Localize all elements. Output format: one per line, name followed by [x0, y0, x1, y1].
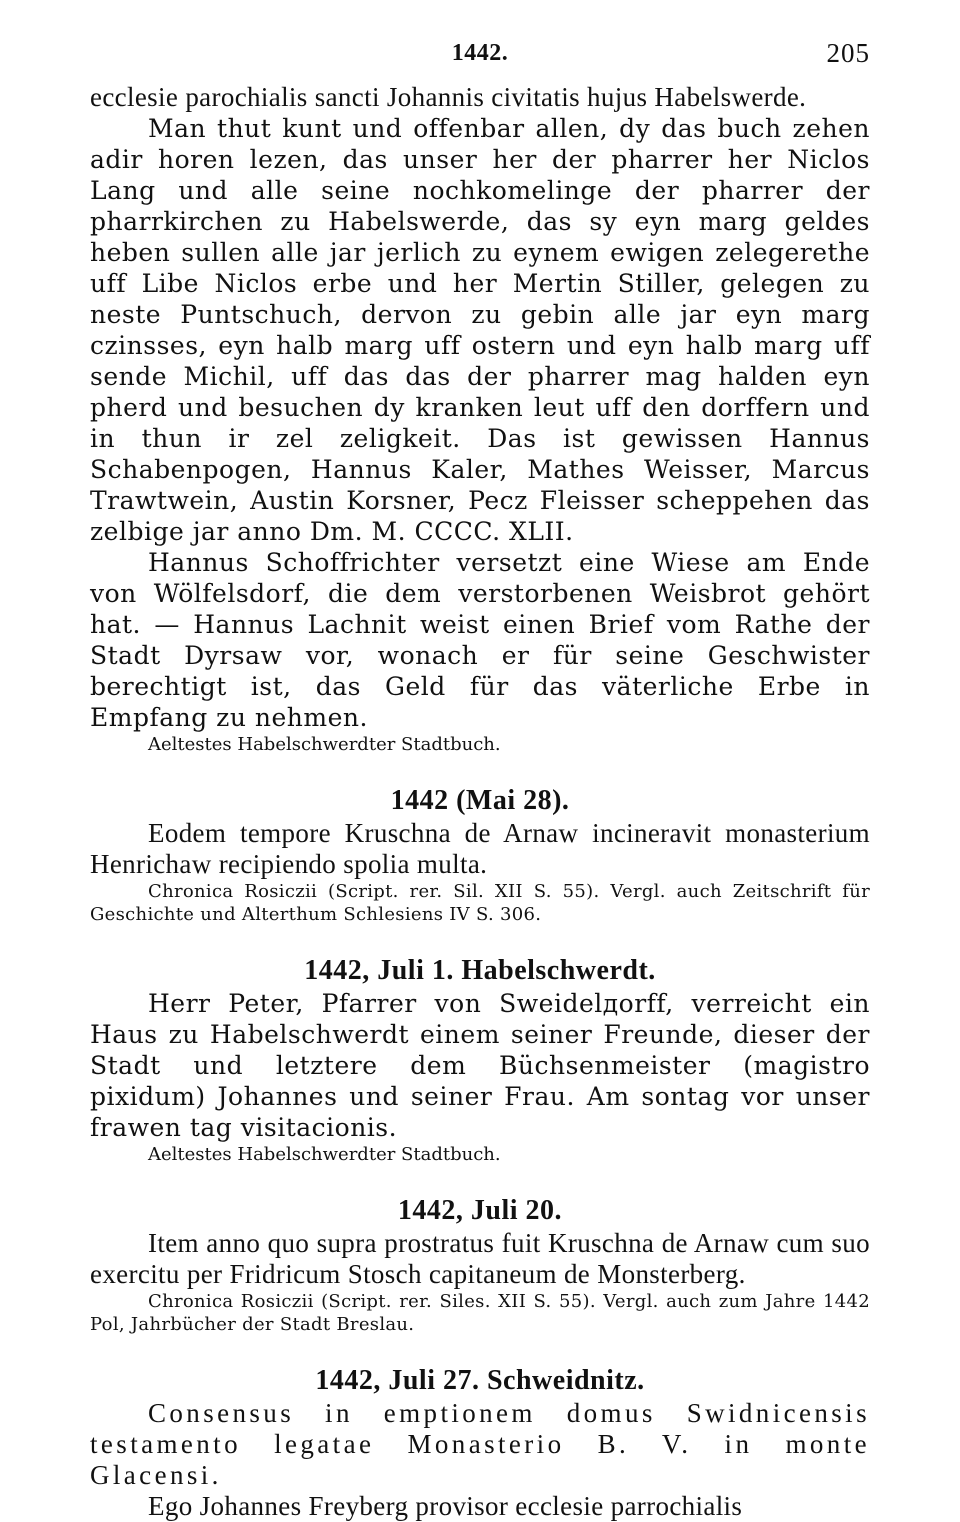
entry-heading-juli-20: 1442, Juli 20. — [397, 1195, 563, 1226]
entry-text-mai-28: Eodem tempore Kruschna de Arnaw incineravit monasterium Henrichaw recipiendo spolia multa. — [90, 818, 870, 879]
entry-text-juli-20: Item anno quo supra prostratus fuit Kruschna de Arnaw cum suo exercitu per Fridricum Stosch capitaneum de Monsterberg. — [90, 1228, 870, 1289]
entry-title-spaced: Consensus in emptionem domus Swidnicensis testamento legatae Monasterio B. V. in monte Glacensi. — [90, 1398, 870, 1490]
running-head — [90, 30, 870, 82]
stadtbuch-entry-paragraph: Man thut kunt und offenbar allen, dy das buch zehen adir horen lezen, das unser her der pharrer her Niclos Lang und alle seine nochkomelinge der pharrer der pharrkirchen zu Habelswerde, das sy eyn marg geldes heben sullen alle jar jerlich zu eynem ewigen zelegerethe uff Libe Niclos erbe und her Mertin Stiller, gelegen zu neste Puntschuch, dervon zu gebin alle jar eyn marg czinsses, eyn halb marg uff ostern und eyn halb marg uff sende Michil, uff das das der pharrer mag halden eyn pherd und besuchen dy kranken leut uff den dorffern und in thun ir zel zeligkeit. Das ist gewissen Hannus Schabenpogen, Hannus Kaler, Mathes Weisser, Marcus Trawtwein, Austin Korsner, Pecz Fleisser scheppehen das zelbige jar anno Dm. M. CCCC. XLII. — [90, 114, 870, 546]
summary-paragraph: Hannus Schoffrichter versetzt eine Wiese am Ende von Wölfelsdorf, die dem verstorbenen Weisbrot gehört hat. — Hannus Lachnit weist einen Brief vom Rathe der Stadt Dyrsaw vor, wonach er für seine Geschwister berechtigt ist, das Geld für das väterliche Erbe in Empfang zu nehmen. — [90, 548, 870, 732]
page-number: 205 — [826, 38, 870, 68]
source-citation-juli-1: Aeltestes Habelschwerdter Stadtbuch. — [148, 1144, 501, 1165]
book-page — [90, 30, 870, 1522]
source-citation-mai-28: Chronica Rosiczii (Script. rer. Sil. XII S. 55). Vergl. auch Zeitschrift für Geschichte und Alterthum Schlesiens IV S. 306. — [90, 881, 870, 925]
source-citation: Aeltestes Habelschwerdter Stadtbuch. — [148, 734, 501, 755]
entry-heading-juli-27: 1442, Juli 27. Schweidnitz. — [315, 1365, 645, 1396]
running-head-year: 1442. — [451, 40, 509, 66]
source-citation-juli-20: Chronica Rosiczii (Script. rer. Siles. XII S. 55). Vergl. auch zum Jahre 1442 Pol, Jahrbücher der Stadt Breslau. — [90, 1291, 870, 1335]
entry-text-juli-27: Ego Johannes Freyberg provisor ecclesie parrochialis — [148, 1491, 743, 1521]
entry-text-juli-1: Herr Peter, Pfarrer von Sweidelдorff, verreicht ein Haus zu Habelschwerdt einem seiner Freunde, dieser der Stadt und letztere dem Büchsenmeister (magistro pixidum) Johannes und seiner Frau. Am sontag vor unser frawen tag visitacionis. — [90, 989, 870, 1142]
continuation-text: ecclesie parochialis sancti Johannis civitatis hujus Habelswerde. — [90, 82, 807, 112]
entry-heading-juli-1: 1442, Juli 1. Habelschwerdt. — [304, 955, 656, 986]
entry-heading-mai-28: 1442 (Mai 28). — [390, 785, 570, 816]
